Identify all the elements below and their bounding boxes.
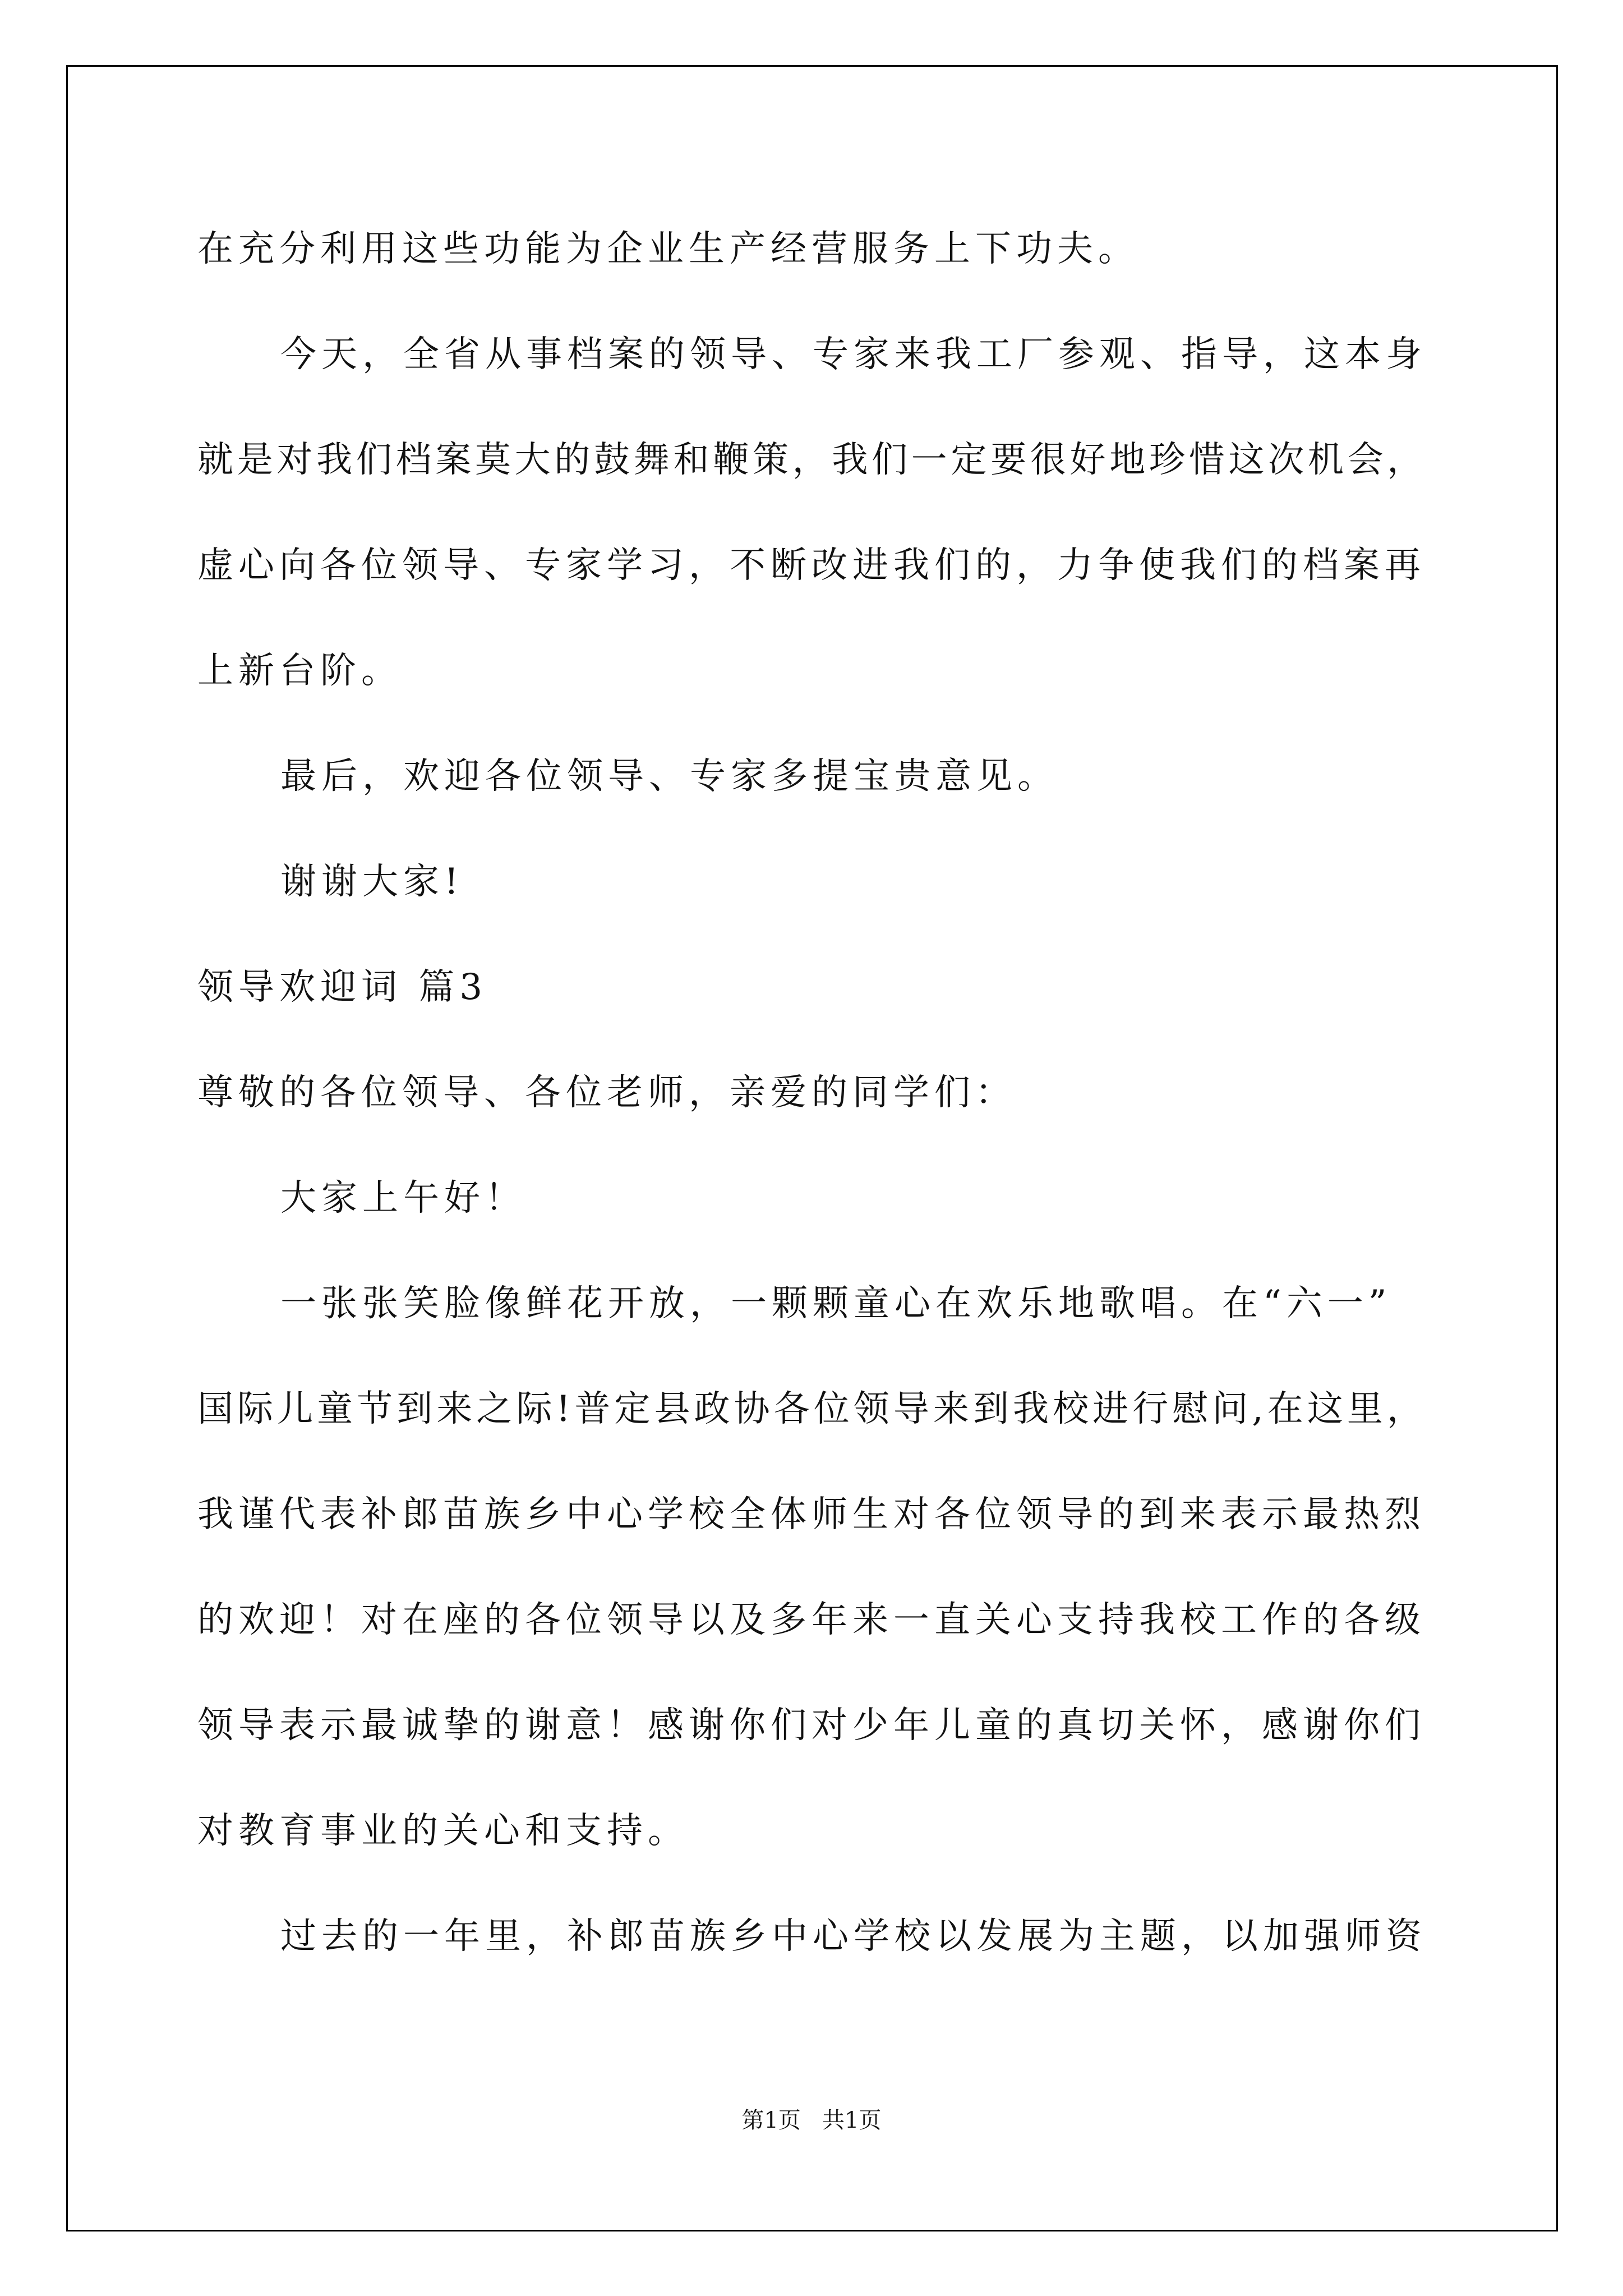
paragraph-first-line: 今天，全省从事档案的领导、专家来我工厂参观、指导，这本身 xyxy=(280,334,1427,375)
text-line: 虚心向各位领导、专家学习，不断改进我们的，力争使我们的档案再 xyxy=(197,545,1426,586)
page-footer: 第1页 共1页 xyxy=(741,2108,882,2133)
text-line: 在充分利用这些功能为企业生产经营服务上下功夫。 xyxy=(197,228,1139,270)
greeting: 大家上午好！ xyxy=(280,1177,526,1219)
paragraph-first-line: 过去的一年里，补郎苗族乡中心学校以发展为主题，以加强师资 xyxy=(280,1916,1427,1957)
text-line: 的欢迎！对在座的各位领导以及多年来一直关心支持我校工作的各级 xyxy=(197,1599,1426,1641)
text-line: 国际儿童节到来之际!普定县政协各位领导来到我校进行慰问,在这里， xyxy=(197,1388,1427,1430)
paragraph-first-line: 一张张笑脸像鲜花开放，一颗颗童心在欢乐地歌唱。在“六一” xyxy=(280,1283,1392,1324)
salutation: 尊敬的各位领导、各位老师，亲爱的同学们： xyxy=(197,1072,1016,1114)
section-heading: 领导欢迎词 篇3 xyxy=(197,967,488,1008)
text-line: 我谨代表补郎苗族乡中心学校全体师生对各位领导的到来表示最热烈 xyxy=(197,1494,1426,1535)
text-line: 上新台阶。 xyxy=(197,650,402,692)
paragraph-first-line: 谢谢大家! xyxy=(280,861,464,903)
text-line: 对教育事业的关心和支持。 xyxy=(197,1810,689,1852)
text-line: 就是对我们档案莫大的鼓舞和鞭策，我们一定要很好地珍惜这次机会， xyxy=(197,439,1427,481)
text-line: 领导表示最诚挚的谢意！感谢你们对少年儿童的真切关怀，感谢你们 xyxy=(197,1705,1426,1746)
paragraph-first-line: 最后，欢迎各位领导、专家多提宝贵意见。 xyxy=(280,756,1058,797)
